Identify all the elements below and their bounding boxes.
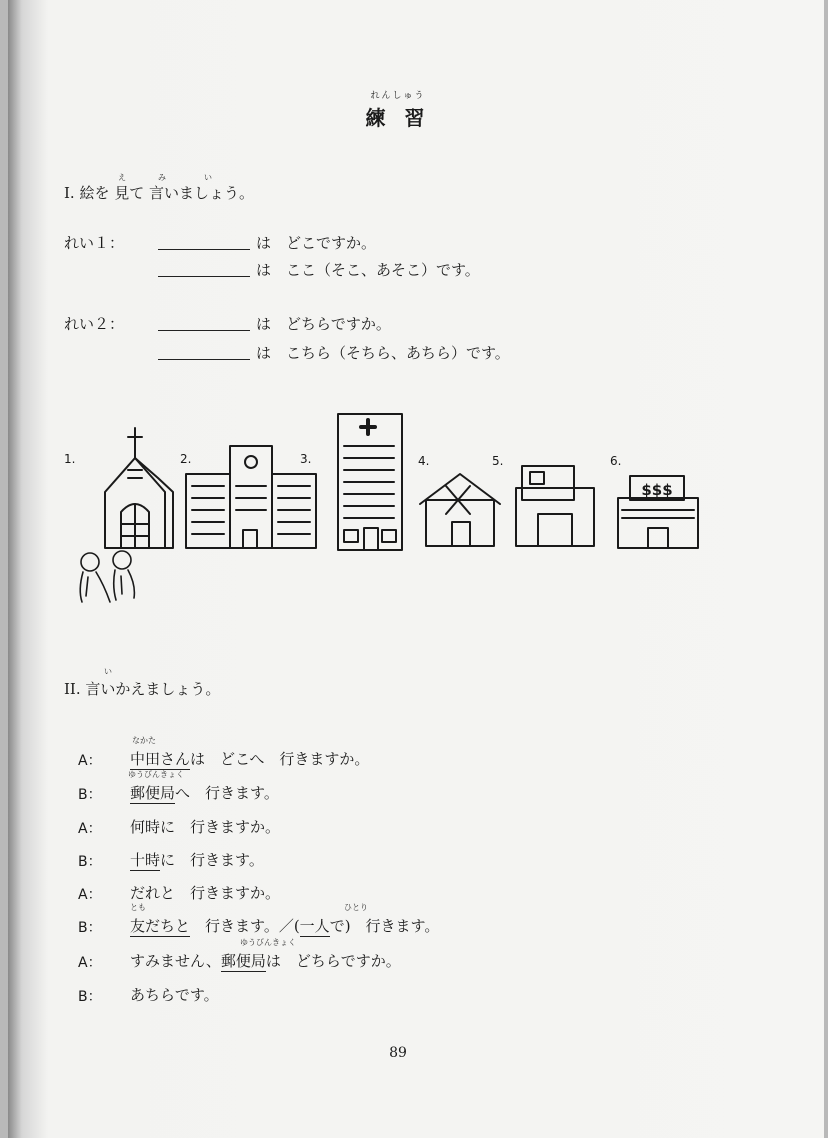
people-icon (80, 551, 134, 602)
title-ruby: れんしゅう (370, 91, 426, 101)
textbook-page (8, 0, 824, 1138)
ruby-yuubinkyoku: ゆうびんきょく (128, 770, 184, 779)
dialogue-line-3: 何時に 行きますか。 (130, 818, 281, 836)
example2-line1: は どちらですか。 (158, 313, 391, 334)
example2-label: れい２： (64, 315, 125, 333)
picture-number-1: 1. (64, 452, 76, 466)
picture-number-5: 5. (492, 454, 504, 468)
picture-number-2: 2. (180, 452, 192, 466)
speaker-b: B： (78, 920, 102, 936)
hospital-icon (338, 414, 402, 550)
buildings-illustration (8, 0, 824, 620)
picture-number-6: 6. (610, 454, 622, 468)
speaker-a: A： (78, 887, 102, 903)
speaker-a: A： (78, 821, 102, 837)
page-title: 練 習 (365, 106, 431, 130)
dialogue-line-4: 十時に 行きます。 (130, 851, 264, 869)
ruby-nakata: なかた (132, 736, 156, 745)
ruby-ii: い (104, 667, 112, 676)
dialogue-line-6: 友だちと 行きます。／(一人で) 行きます。 (130, 917, 440, 935)
bank-sign: $$$ (641, 481, 673, 499)
example1-label: れい１： (64, 234, 125, 252)
section1-heading: I. 絵を 見て 言いましょう。 (64, 184, 254, 202)
speaker-b: B： (78, 989, 102, 1005)
ruby-tomo: とも (130, 903, 146, 912)
speaker-a: A： (78, 753, 102, 769)
ruby-e: え (118, 173, 126, 182)
ruby-mi: み (158, 173, 166, 182)
speaker-b: B： (78, 787, 102, 803)
ruby-hitori: ひとり (344, 903, 368, 912)
picture-number-4: 4. (418, 454, 430, 468)
dialogue-line-2: 郵便局へ 行きます。 (130, 784, 279, 802)
example1-line1: は どこですか。 (158, 232, 376, 253)
church-icon (105, 428, 173, 548)
section2-heading: II. 言いかえましょう。 (64, 680, 221, 698)
example1-line2: は ここ（そこ、あそこ）です。 (158, 259, 480, 280)
post-office-icon (516, 466, 594, 546)
speaker-a: A： (78, 955, 102, 971)
dialogue-line-8: あちらです。 (130, 986, 219, 1004)
restaurant-icon (420, 474, 500, 546)
dialogue-line-5: だれと 行きますか。 (130, 884, 281, 902)
dialogue-line-7: すみません、郵便局は どちらですか。 (130, 952, 401, 970)
dialogue-line-1: 中田さんは どこへ 行きますか。 (130, 750, 370, 768)
picture-number-3: 3. (300, 452, 312, 466)
speaker-b: B： (78, 854, 102, 870)
ruby-yuubinkyoku: ゆうびんきょく (240, 938, 296, 947)
example2-line2: は こちら（そちら、あちら）です。 (158, 342, 510, 363)
page-number: 89 (389, 1045, 407, 1061)
school-icon (186, 446, 316, 548)
ruby-i: い (204, 173, 212, 182)
